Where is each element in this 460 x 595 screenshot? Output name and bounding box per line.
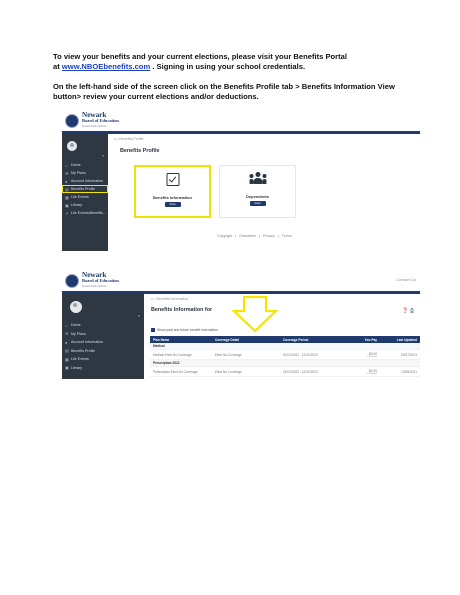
seal-icon <box>65 114 79 128</box>
intro-paragraph <box>53 52 423 71</box>
home-icon: ⌂ <box>65 322 68 328</box>
section-header: Prescription 2022 <box>150 360 420 367</box>
benefits-information-card[interactable] <box>134 165 211 218</box>
avatar[interactable] <box>70 301 82 313</box>
footer-links: Copyright | Disclaimer | Privacy | Terms <box>217 234 292 238</box>
page-title: Benefits Profile <box>120 148 160 154</box>
profile-icon: ▤ <box>65 186 69 192</box>
dependents-view-button[interactable]: View <box>250 201 266 206</box>
user-icon: ● <box>65 339 68 345</box>
logo-line2: Board of Education <box>82 118 119 123</box>
col-plan-name: Plan Name <box>153 337 170 342</box>
card-title: Benefits Information <box>153 195 192 200</box>
footer-disclaimer[interactable]: Disclaimer <box>239 234 257 238</box>
home-crumb-icon[interactable]: ⌂ <box>114 137 117 141</box>
logo-line2: Board of Education <box>82 278 119 283</box>
intro-at: at <box>53 61 62 71</box>
collapse-icon[interactable]: « <box>101 153 104 158</box>
sidebar-menu <box>62 321 144 372</box>
sidebar-item-home[interactable]: ⌂ Home <box>65 162 81 168</box>
footer-copyright[interactable]: Copyright <box>217 234 233 238</box>
breadcrumb: ⌂ › Benefits Profile <box>114 137 144 141</box>
sidebar-item-account-information[interactable]: ● Account Information <box>65 178 103 184</box>
sidebar-item-library[interactable]: ▣ Library <box>65 365 82 371</box>
sidebar-menu <box>62 161 108 217</box>
print-icon[interactable]: ⎙ <box>409 308 414 314</box>
intro-after: . Signing in using your school credentials. <box>150 61 306 71</box>
brand-strip <box>62 131 420 134</box>
list-icon: ☰ <box>65 331 69 337</box>
benefits-information-view-button[interactable]: View <box>165 202 181 207</box>
checkbox-icon <box>166 173 179 186</box>
page-title: Benefits Information for <box>151 307 213 313</box>
header-bar <box>62 111 420 132</box>
benefits-information-screenshot <box>62 271 420 379</box>
benefits-table <box>150 336 420 377</box>
col-coverage-period: Coverage Period <box>283 337 309 342</box>
checkbox-icon[interactable] <box>151 328 155 332</box>
sidebar <box>62 134 108 251</box>
people-icon <box>249 172 266 185</box>
seal-icon <box>65 274 79 288</box>
col-coverage-detail: Coverage Detail <box>215 337 240 342</box>
table-row[interactable]: Prescription Elect No Coverage Elect No Coverage 01/01/2022 - 12/31/2022 $0.00 (2 Weekly) 10/08/2021 <box>150 367 420 377</box>
sidebar <box>62 294 144 379</box>
list-icon: ☰ <box>65 170 69 176</box>
home-crumb-icon[interactable]: ⌂ <box>151 297 154 301</box>
logo-tagline: Newark Public Schools <box>82 125 107 128</box>
breadcrumb: ⌂ › Benefits Information <box>151 297 189 301</box>
sidebar-item-account-information[interactable]: ● Account Information <box>65 339 103 345</box>
steps-paragraph: On the left-hand side of the screen click on the Benefits Profile tab > Benefits Information View button> review your current elections and/or deductions. <box>53 82 395 101</box>
sidebar-item-life-events[interactable]: ▦ Life Events <box>65 194 89 200</box>
portal-link[interactable]: www.NBOEbenefits.com <box>61 61 151 71</box>
sidebar-item-my-plans[interactable]: ☰ My Plans <box>65 170 86 176</box>
sidebar-item-home[interactable]: ⌂ Home <box>65 322 81 328</box>
logo <box>65 113 119 129</box>
sidebar-item-life-events[interactable]: ▦ Life Events <box>65 356 89 362</box>
logo-line1: Newark <box>82 111 107 119</box>
logo-line1: Newark <box>82 271 107 279</box>
profile-icon: ▤ <box>65 348 69 354</box>
logo <box>65 273 119 289</box>
benefits-profile-screenshot <box>62 111 420 251</box>
col-you-pay: You Pay <box>364 337 377 342</box>
sidebar-item-benefits-profile[interactable]: ▤ Benefits Profile <box>65 348 96 354</box>
footer-terms[interactable]: Terms <box>281 234 292 238</box>
calendar-icon: ▦ <box>65 356 69 362</box>
sidebar-item-benefits-profile[interactable]: ▤ Benefits Profile <box>62 185 108 193</box>
yellow-arrow-annotation <box>232 296 278 332</box>
link-icon: ↗ <box>65 210 69 216</box>
table-row[interactable]: Medical Elect No Coverage Elect No Coverage 01/01/2022 - 12/31/2022 $0.00 (2 Weekly) 09/27/2021 <box>150 350 420 360</box>
help-icon[interactable]: ❓ <box>402 308 409 314</box>
table-header <box>150 336 420 343</box>
col-last-updated: Last Updated <box>396 337 417 342</box>
contact-link[interactable]: Contact Us <box>396 277 416 282</box>
collapse-icon[interactable]: « <box>137 313 140 318</box>
section-header: Medical <box>150 343 420 350</box>
sidebar-item-life-events-benefits[interactable]: ↗ Life Events/Benefits... <box>65 210 106 216</box>
sidebar-item-my-plans[interactable]: ☰ My Plans <box>65 331 86 337</box>
home-icon: ⌂ <box>65 162 68 168</box>
show-past-toggle[interactable]: Show past and future benefit information <box>151 328 218 332</box>
calendar-icon: ▦ <box>65 194 69 200</box>
logo-tagline: Newark Public Schools <box>82 285 107 288</box>
book-icon: ▣ <box>65 365 69 371</box>
intro-text: To view your benefits and your current elections, please visit your Benefits Portal <box>53 52 347 61</box>
user-icon: ● <box>65 178 68 184</box>
page-actions <box>402 308 414 314</box>
sidebar-item-library[interactable]: ▣ Library <box>65 202 82 208</box>
dependents-card[interactable] <box>219 165 296 218</box>
header-bar <box>62 271 420 292</box>
book-icon: ▣ <box>65 202 69 208</box>
footer-privacy[interactable]: Privacy <box>263 234 275 238</box>
card-title: Dependents <box>246 194 269 199</box>
avatar[interactable] <box>67 141 77 151</box>
